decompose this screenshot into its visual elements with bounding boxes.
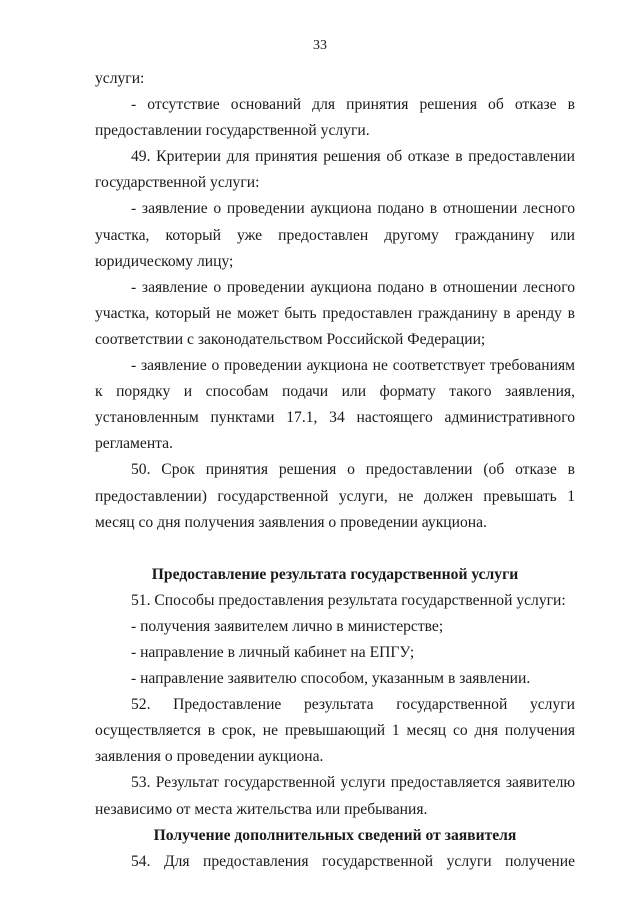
section-spacer [95, 536, 575, 562]
paragraph-49-criterion-1: - заявление о проведении аукциона подано в отношении лесного участка, который уже предоставлен другому гражданину или юридическому лицу; [95, 200, 575, 270]
paragraph-54: 54. Для предоставления государственной услуги получение [131, 852, 575, 870]
paragraph-49-criterion-2: - заявление о проведении аукциона подано в отношении лесного участка, который не может быть предоставлен гражданину в аренду в соответствии с законодательством Российской Федерации; [95, 278, 575, 348]
paragraph-51-item-3: - направление заявителю способом, указанным в заявлении. [131, 670, 531, 688]
document-body [95, 66, 575, 875]
paragraph-49-criterion-3: - заявление о проведении аукциона не соответствует требованиям к порядку и способам подачи или формату такого заявления, установленным пунктами 17.1, 34 настоящего административного регламента. [95, 357, 575, 453]
paragraph-51: 51. Способы предоставления результата государственной услуги: [131, 591, 566, 609]
page-number: 33 [313, 38, 327, 53]
paragraph-uslugi: услуги: [95, 70, 145, 87]
paragraph-51-item-2: - направление в личный кабинет на ЕПГУ; [131, 643, 415, 661]
paragraph-53: 53. Результат государственной услуги предоставляется заявителю независимо от места жительства или пребывания. [95, 774, 575, 818]
section-heading-result: Предоставление результата государственной услуги [151, 565, 519, 583]
section-heading-additional-info: Получение дополнительных сведений от заявителя [153, 826, 517, 844]
paragraph-51-item-1: - получения заявителем лично в министерстве; [131, 617, 444, 635]
paragraph-52: 52. Предоставление результата государственной услуги осуществляется в срок, не превышающий 1 месяц со дня получения заявления о проведении аукциона. [95, 696, 575, 766]
paragraph-50: 50. Срок принятия решения о предоставлении (об отказе в предоставлении) государственной услуги, не должен превышать 1 месяц со дня получения заявления о проведении аукциона. [95, 461, 575, 531]
paragraph-49: 49. Критерии для принятия решения об отказе в предоставлении государственной услуги: [95, 148, 575, 192]
paragraph-no-grounds: - отсутствие оснований для принятия решения об отказе в предоставлении государственной услуги. [95, 96, 575, 140]
